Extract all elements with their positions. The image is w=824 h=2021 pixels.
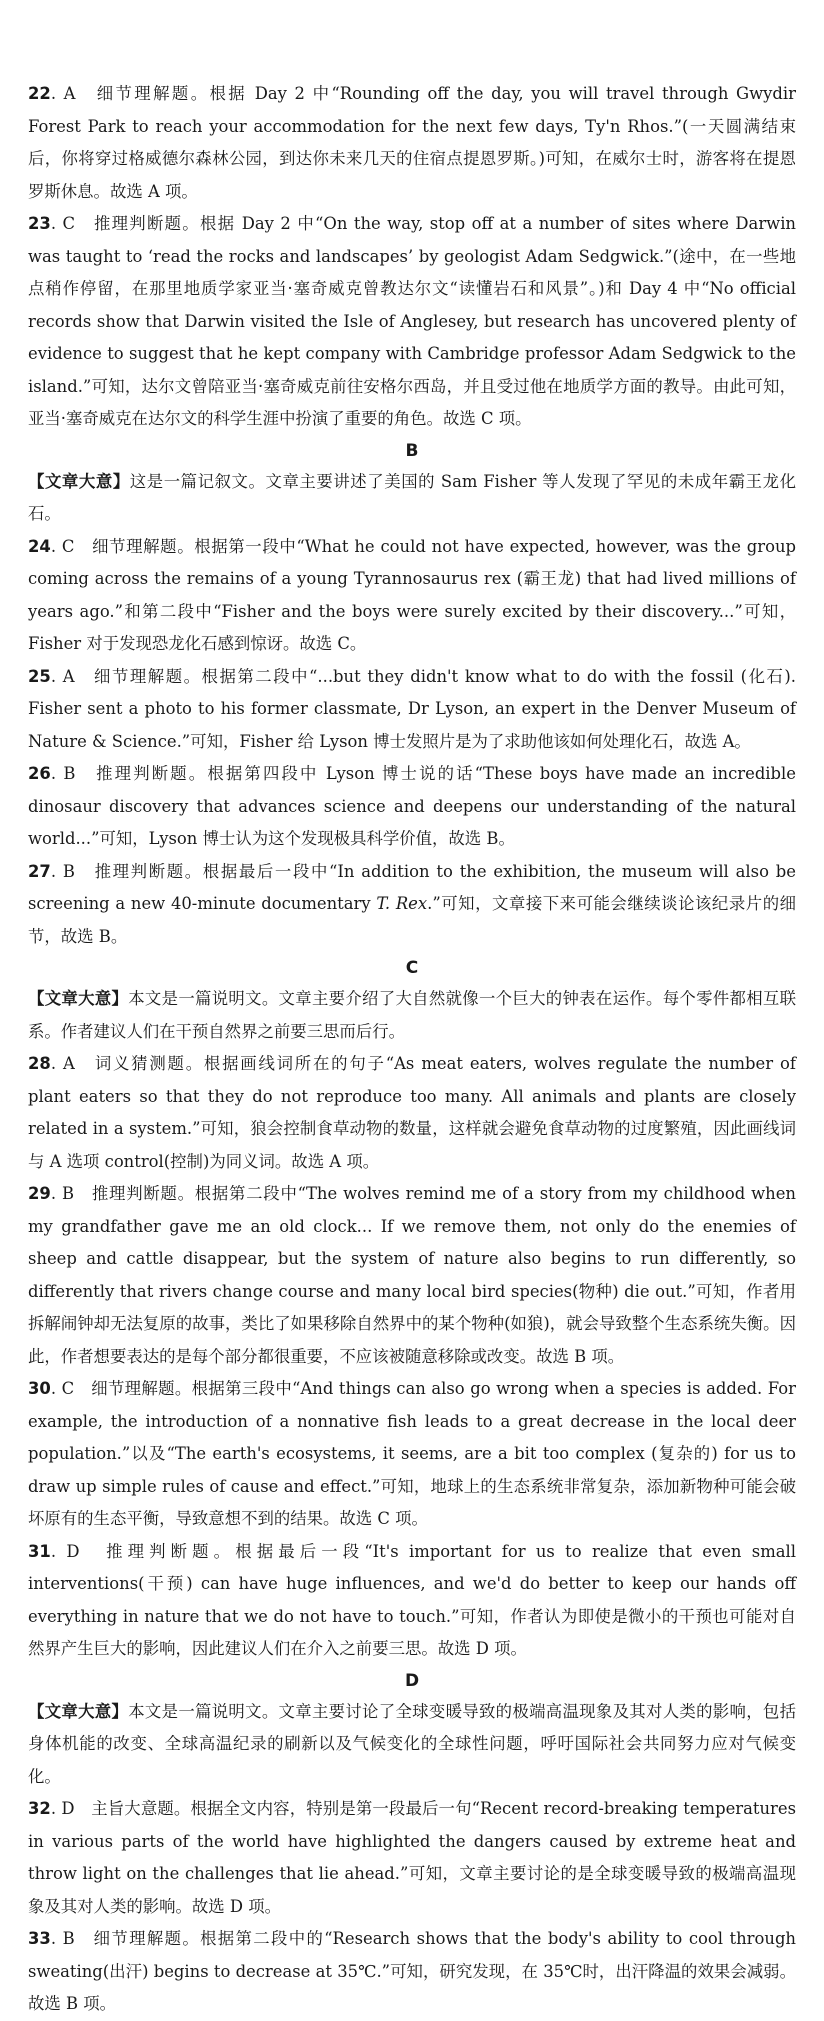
summary-tag: 【文章大意】 bbox=[28, 989, 129, 1008]
explanation-text: . B 细节理解题。根据第二段中的“Research shows that the body's ability to cool through sweating(出汗) begins to decrease at 35℃.”可知，研究发现，在 35℃时，出汗降温的效果会减弱。故选 B 项。 bbox=[28, 1929, 796, 2013]
answer-25 bbox=[28, 661, 796, 759]
summary-text: 本文是一篇说明文。文章主要介绍了大自然就像一个巨大的钟表在运作。每个零件都相互联系。作者建议人们在干预自然界之前要三思而后行。 bbox=[28, 989, 797, 1041]
summary-text: 这是一篇记叙文。文章主要讲述了美国的 Sam Fisher 等人发现了罕见的未成年霸王龙化石。 bbox=[28, 471, 796, 523]
summary-d bbox=[28, 1696, 796, 1794]
answer-30 bbox=[28, 1373, 796, 1536]
summary-text: 本文是一篇说明文。文章主要讨论了全球变暖导致的极端高温现象及其对人类的影响，包括身体机能的改变、全球高温纪录的刷新以及气候变化的全球性问题，呼吁国际社会共同努力应对气候变化。 bbox=[28, 1701, 797, 1786]
question-number: 26 bbox=[28, 764, 51, 783]
answer-24 bbox=[28, 531, 796, 661]
answer-33 bbox=[28, 1923, 796, 2021]
explanation-text: . B 推理判断题。根据第四段中 Lyson 博士说的话“These boys have made an incredible dinosaur discovery that advances science and deepens our understanding of the natural world...”可知，Lyson 博士认为这个发现极具科学价值，故选 B。 bbox=[28, 764, 796, 848]
explanation-text: . B 推理判断题。根据最后一段中“In addition to the exhibition, the museum will also be screening a new 40-minute documentary bbox=[28, 861, 796, 913]
answer-31 bbox=[28, 1536, 796, 1666]
question-number: 30 bbox=[28, 1379, 51, 1398]
section-heading-d: D bbox=[404, 1670, 420, 1691]
section-heading-b: B bbox=[405, 440, 419, 461]
answer-29 bbox=[28, 1178, 796, 1373]
explanation-text: . A 词义猜测题。根据画线词所在的句子“As meat eaters, wolves regulate the number of plant eaters so that they do not reproduce too many. All animals and plants are closely related in a system.”可知，狼会控制食草动物的数量，这样就会避免食草动物的过度繁殖，因此画线词与 A 选项 control(控制)为同义词。故选 A 项。 bbox=[28, 1054, 796, 1171]
answer-32 bbox=[28, 1793, 796, 1923]
question-number: 27 bbox=[28, 861, 51, 881]
explanation-text: . A 细节理解题。根据 Day 2 中“Rounding off the day, you will travel through Gwydir Forest Park to reach your accommodation for the next few days, Ty'n Rhos.”(一天圆满结束后，你将穿过格威德尔森林公园，到达你未来几天的住宿点提恩罗斯。)可知，在威尔士时，游客将在提恩罗斯休息。故选 A 项。 bbox=[28, 84, 796, 201]
answer-27 bbox=[28, 856, 796, 954]
explanation-text: . D 推理判断题。根据最后一段“It's important for us to realize that even small interventions(干预) can have huge influences, and we'd do better to keep our hands off everything in nature that we do not have to touch.”可知，作者认为即使是微小的干预也可能对自然界产生巨大的影响，因此建议人们在介入之前要三思。故选 D 项。 bbox=[28, 1541, 796, 1658]
answer-26 bbox=[28, 758, 796, 856]
question-number: 29 bbox=[28, 1184, 51, 1203]
summary-tag: 【文章大意】 bbox=[28, 471, 130, 491]
explanation-text: . C 细节理解题。根据第三段中“And things can also go wrong when a species is added. For example, the introduction of a nonnative fish leads to a great decrease in the local deer population.”以及“The earth's ecosystems, it seems, are a bit too complex (复杂的) for us to draw up simple rules of cause and effect.”可知，地球上的生态系统非常复杂，添加新物种可能会破坏原有的生态平衡，导致意想不到的结果。故选 C 项。 bbox=[28, 1379, 796, 1528]
question-number: 25 bbox=[28, 666, 51, 686]
explanation-text-cont: .”可知，文章接下来可能会继续谈论该纪录片的细节，故选 B。 bbox=[28, 894, 796, 946]
explanation-text: . C 推理判断题。根据 Day 2 中“On the way, stop off at a number of sites where Darwin was taught to ‘read the rocks and landscapes’ by geologist Adam Sedgwick.”(途中，在一些地点稍作停留，在那里地质学家亚当·塞奇威克曾教达尔文“读懂岩石和风景”。)和 Day 4 中“No official records show that Darwin visited the Isle of Anglesey, but research has uncovered plenty of evidence to suggest that he kept company with Cambridge professor Adam Sedgwick to the island.”可知，达尔文曾陪亚当·塞奇威克前往安格尔西岛，并且受过他在地质学方面的教导。由此可知，亚当·塞奇威克在达尔文的科学生涯中扮演了重要的角色。故选 C 项。 bbox=[28, 214, 796, 428]
summary-tag: 【文章大意】 bbox=[28, 1701, 129, 1721]
question-number: 31 bbox=[28, 1541, 51, 1561]
answer-28 bbox=[28, 1048, 796, 1178]
question-number: 28 bbox=[28, 1054, 51, 1073]
section-heading-c: C bbox=[405, 958, 419, 978]
documentary-title: T. Rex bbox=[376, 894, 428, 913]
question-number: 24 bbox=[28, 536, 51, 556]
summary-c bbox=[28, 983, 796, 1048]
question-number: 22 bbox=[28, 84, 51, 103]
explanation-text: . D 主旨大意题。根据全文内容，特别是第一段最后一句“Recent record-breaking temperatures in various parts of the world have highlighted the dangers caused by extreme heat and throw light on the challenges that lie ahead.”可知，文章主要讨论的是全球变暖导致的极端高温现象及其对人类的影响。故选 D 项。 bbox=[28, 1799, 796, 1916]
explanation-text: . A 细节理解题。根据第二段中“...but they didn't know what to do with the fossil (化石). Fisher sent a photo to his former classmate, Dr Lyson, an expert in the Denver Museum of Nature & Science.”可知，Fisher 给 Lyson 博士发照片是为了求助他该如何处理化石，故选 A。 bbox=[28, 666, 796, 751]
explanation-text: . B 推理判断题。根据第二段中“The wolves remind me of a story from my childhood when my grandfather gave me an old clock... If we remove them, not only do the enemies of sheep and cattle disappear, but the system of nature also begins to run differently, so differently that rivers change course and many local bird species(物种) die out.”可知，作者用拆解闹钟却无法复原的故事，类比了如果移除自然界中的某个物种(如狼)，就会导致整个生态系统失衡。因此，作者想要表达的是每个部分都很重要，不应该被随意移除或改变。故选 B 项。 bbox=[28, 1184, 796, 1366]
explanation-text: . C 细节理解题。根据第一段中“What he could not have expected, however, was the group coming across the remains of a young Tyrannosaurus rex (霸王龙) that had lived millions of years ago.”和第二段中“Fisher and the boys were surely excited by their discovery...”可知，Fisher 对于发现恐龙化石感到惊讶。故选 C。 bbox=[28, 536, 796, 653]
question-number: 32 bbox=[28, 1799, 51, 1818]
answer-22 bbox=[28, 78, 796, 208]
summary-b bbox=[28, 466, 796, 531]
question-number: 23 bbox=[28, 214, 51, 233]
answer-23 bbox=[28, 208, 796, 436]
question-number: 33 bbox=[28, 1929, 51, 1948]
